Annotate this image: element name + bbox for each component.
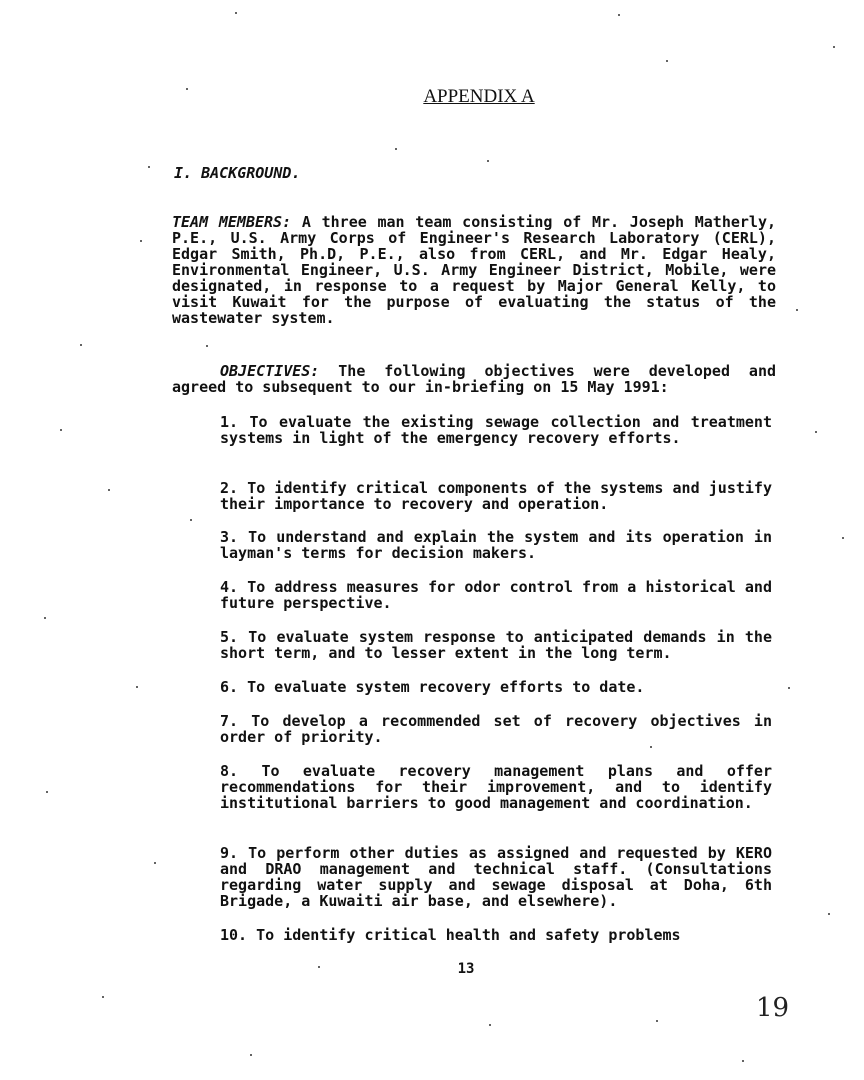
scan-speck: [108, 489, 110, 491]
scan-speck: [154, 862, 156, 864]
objectives-label: OBJECTIVES:: [220, 362, 320, 380]
objective-item-2: 2. To identify critical components of the systems and justify their importance to recovery and operation.: [220, 479, 772, 513]
scan-speck: [833, 46, 835, 48]
scan-speck: [742, 1060, 744, 1062]
objective-item-7: 7. To develop a recommended set of recovery objectives in order of priority.: [220, 712, 772, 746]
scan-speck: [650, 746, 652, 748]
scan-speck: [828, 913, 830, 915]
scan-speck: [46, 791, 48, 793]
objective-item-4: 4. To address measures for odor control from a historical and future perspective.: [220, 578, 772, 612]
appendix-title: APPENDIX A: [423, 86, 535, 107]
scan-speck: [44, 617, 46, 619]
scan-speck: [815, 431, 817, 433]
scan-speck: [206, 345, 208, 347]
team-members-text: A three man team consisting of Mr. Joseph Matherly, P.E., U.S. Army Corps of Engineer's Research Laboratory (CERL), Edgar Smith, Ph.D, P.E., also from CERL, and Mr. Edgar Healy, Environmental Engineer, U.S. Army Engineer District, Mobile, were designated, in response to a request by Major General Kelly, to visit Kuwait for the purpose of evaluating the status of the wastewater system.: [172, 213, 777, 327]
objective-item-10: 10. To identify critical health and safety problems: [220, 926, 681, 944]
scan-speck: [788, 687, 790, 689]
scan-speck: [250, 1054, 252, 1056]
objective-item-3: 3. To understand and explain the system and its operation in layman's terms for decision makers.: [220, 528, 772, 562]
scan-speck: [186, 88, 188, 90]
objectives-text: The following objectives were developed and agreed to subsequent to our in-briefing on 15 May 1991:: [172, 362, 777, 396]
objective-item-6: 6. To evaluate system recovery efforts to date.: [220, 678, 645, 696]
section-heading: I. BACKGROUND.: [174, 164, 301, 182]
objective-item-1: 1. To evaluate the existing sewage collection and treatment systems in light of the emergency recovery efforts.: [220, 413, 772, 447]
objective-item-5: 5. To evaluate system response to anticipated demands in the short term, and to lesser extent in the long term.: [220, 628, 772, 662]
scan-speck: [102, 996, 104, 998]
scan-speck: [666, 60, 668, 62]
scan-speck: [235, 12, 237, 14]
objective-item-8: 8. To evaluate recovery management plans and offer recommendations for their improvement, and to identify institutional barriers to good management and coordination.: [220, 762, 772, 812]
scan-speck: [148, 166, 150, 168]
scan-speck: [618, 14, 620, 16]
objectives-paragraph: [172, 363, 776, 395]
team-members-paragraph: [172, 214, 776, 326]
objective-item-9: 9. To perform other duties as assigned and requested by KERO and DRAO management and technical staff. (Consultations regarding water supply and sewage disposal at Doha, 6th Brigade, a Kuwaiti air base, and elsewhere).: [220, 844, 772, 910]
scan-speck: [60, 429, 62, 431]
scan-speck: [140, 240, 142, 242]
scan-speck: [489, 1024, 491, 1026]
stamped-page-number: 19: [756, 993, 790, 1023]
scan-speck: [395, 148, 397, 150]
scan-speck: [190, 519, 192, 521]
scan-speck: [487, 160, 489, 162]
team-members-label: TEAM MEMBERS:: [172, 213, 292, 231]
scan-speck: [136, 686, 138, 688]
scan-speck: [318, 966, 320, 968]
scan-speck: [796, 309, 798, 311]
scan-speck: [656, 1020, 658, 1022]
scan-speck: [842, 537, 844, 539]
page-number: 13: [457, 961, 475, 977]
scan-speck: [80, 344, 82, 346]
